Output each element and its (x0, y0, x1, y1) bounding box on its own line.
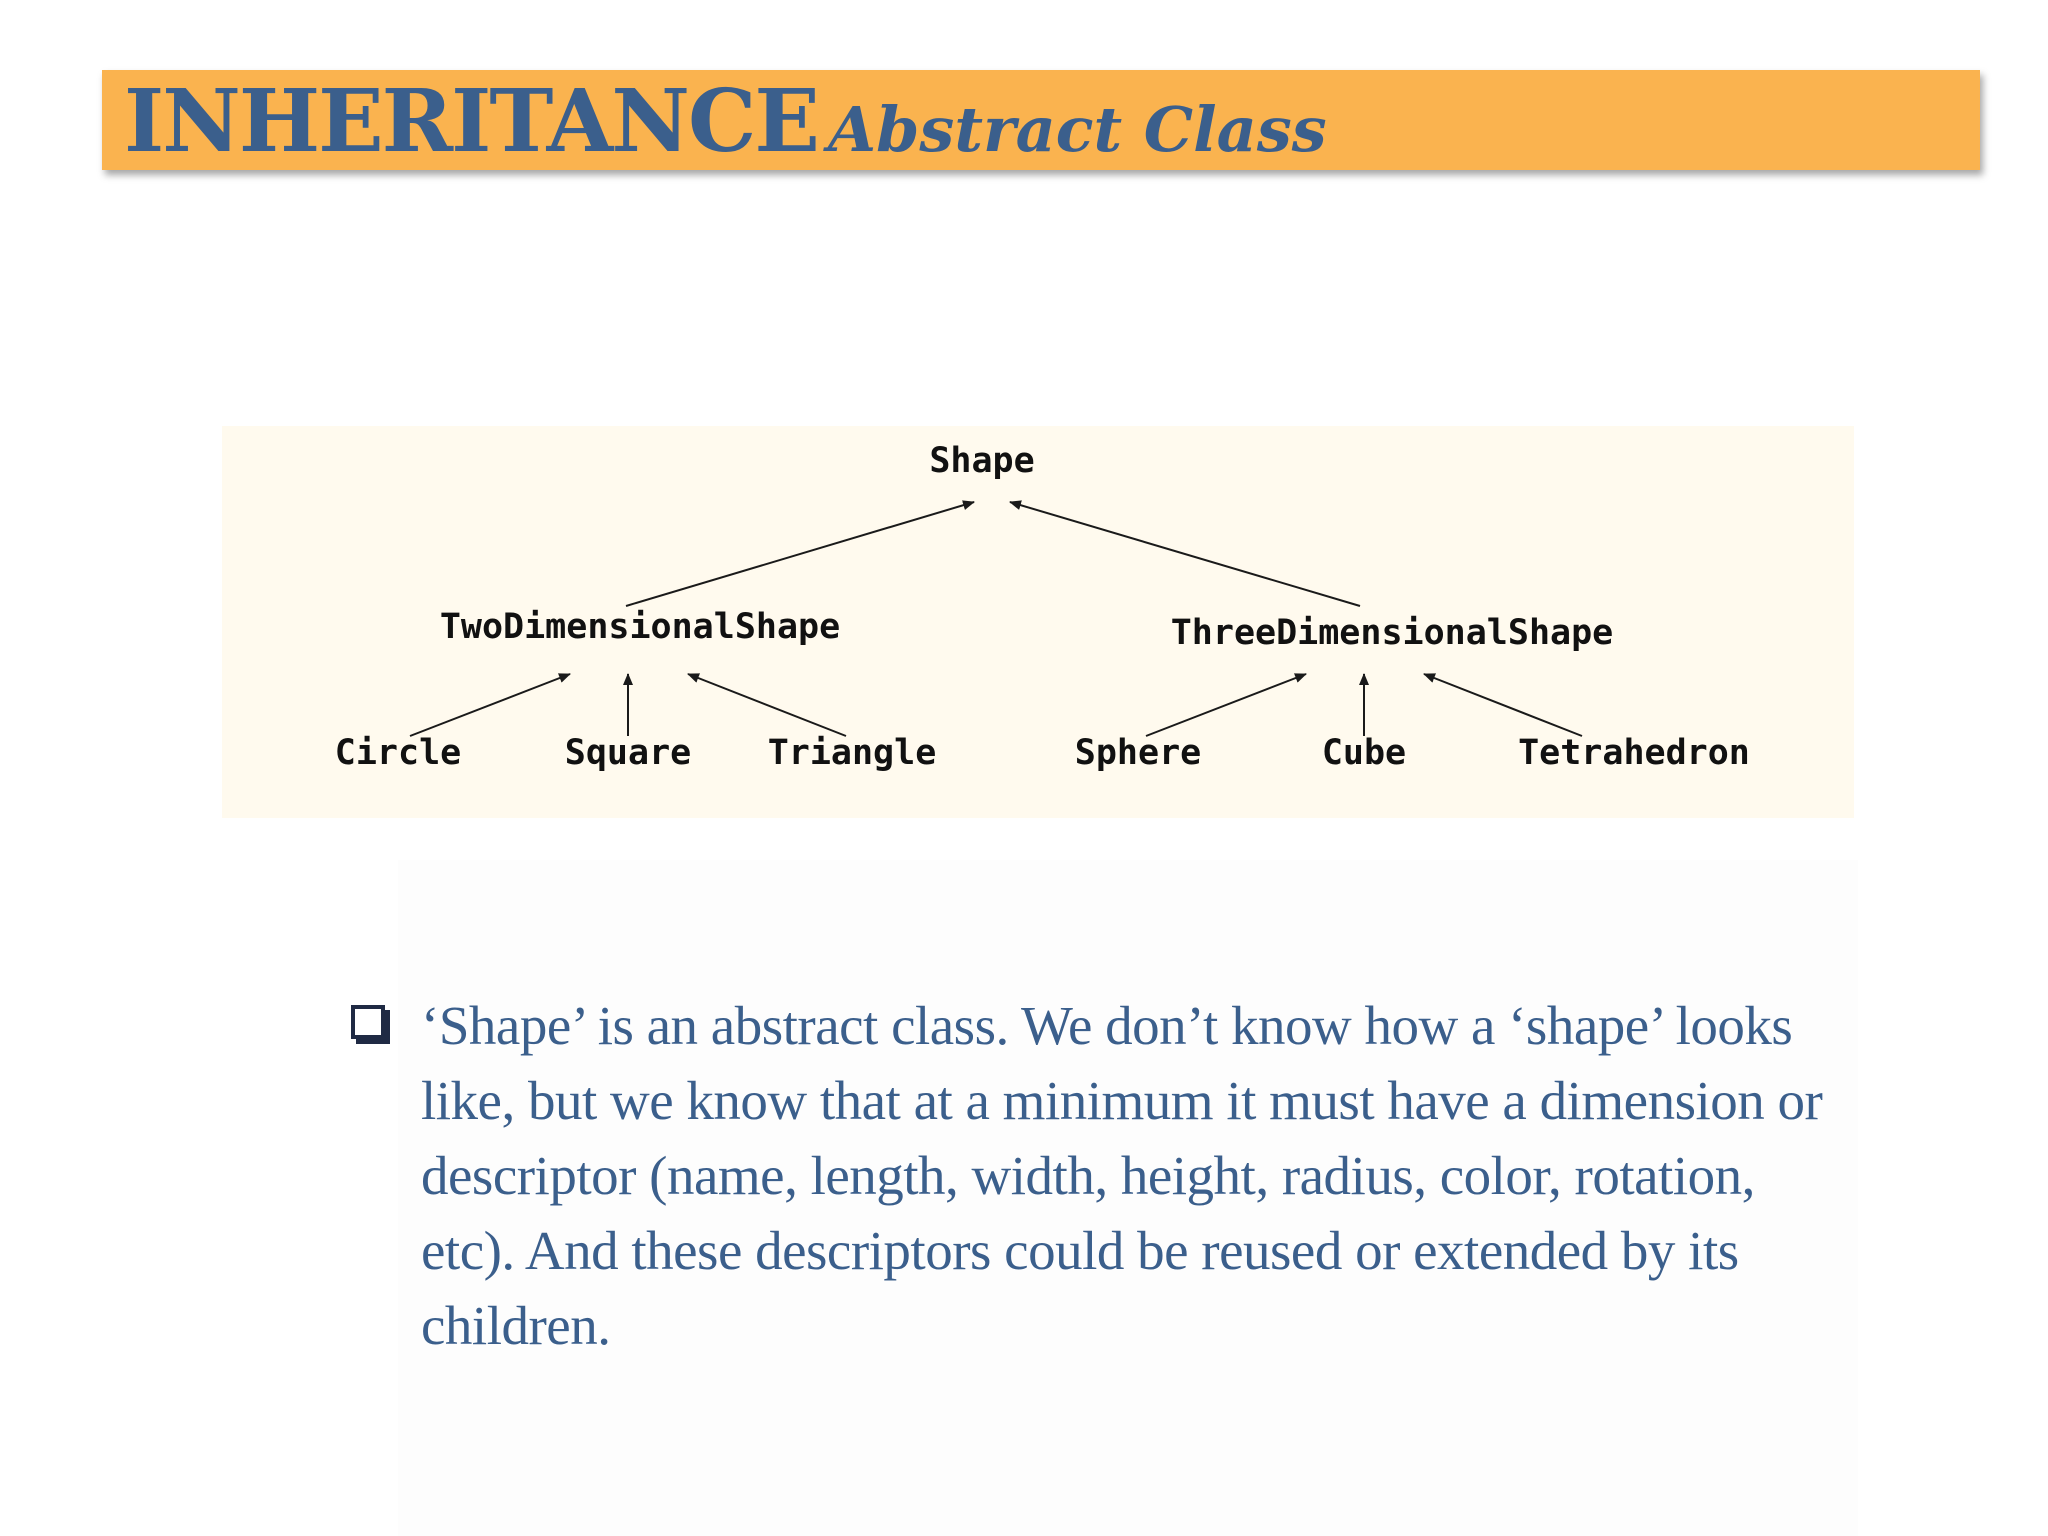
node-square: Square (564, 733, 692, 773)
edge-tetrahedron-to-threedimensionalshape (1424, 674, 1582, 736)
node-circle: Circle (334, 733, 462, 773)
edge-sphere-to-threedimensionalshape (1146, 674, 1306, 736)
node-cube: Cube (1321, 733, 1407, 773)
inheritance-diagram (222, 426, 1854, 818)
edge-threedimensionalshape-to-shape (1010, 502, 1360, 606)
title-bar (102, 70, 1980, 170)
node-triangle: Triangle (767, 733, 937, 773)
node-three-dimensional-shape: ThreeDimensionalShape (1170, 613, 1614, 653)
checkbox-bullet-icon (351, 1005, 385, 1039)
slide-heading (124, 72, 1327, 197)
inheritance-diagram-svg (222, 426, 1854, 818)
edge-circle-to-twodimensionalshape (410, 674, 570, 736)
node-two-dimensional-shape: TwoDimensionalShape (439, 607, 841, 647)
edge-twodimensionalshape-to-shape (626, 502, 974, 606)
node-sphere: Sphere (1074, 733, 1202, 773)
bullet-paragraph: ‘Shape’ is an abstract class. We don’t know how a ‘shape’ looks like, but we know that at a minimum it must have a dimension or descriptor (name, length, width, height, radius, color, rotation, etc). And these descriptors could be reused or extended by its children. (421, 995, 1823, 1356)
slide-title: INHERITANCE (124, 71, 818, 172)
edge-triangle-to-twodimensionalshape (688, 674, 846, 736)
slide-subtitle: Abstract Class (827, 93, 1327, 166)
node-tetrahedron: Tetrahedron (1518, 733, 1750, 773)
node-shape: Shape (929, 441, 1035, 481)
